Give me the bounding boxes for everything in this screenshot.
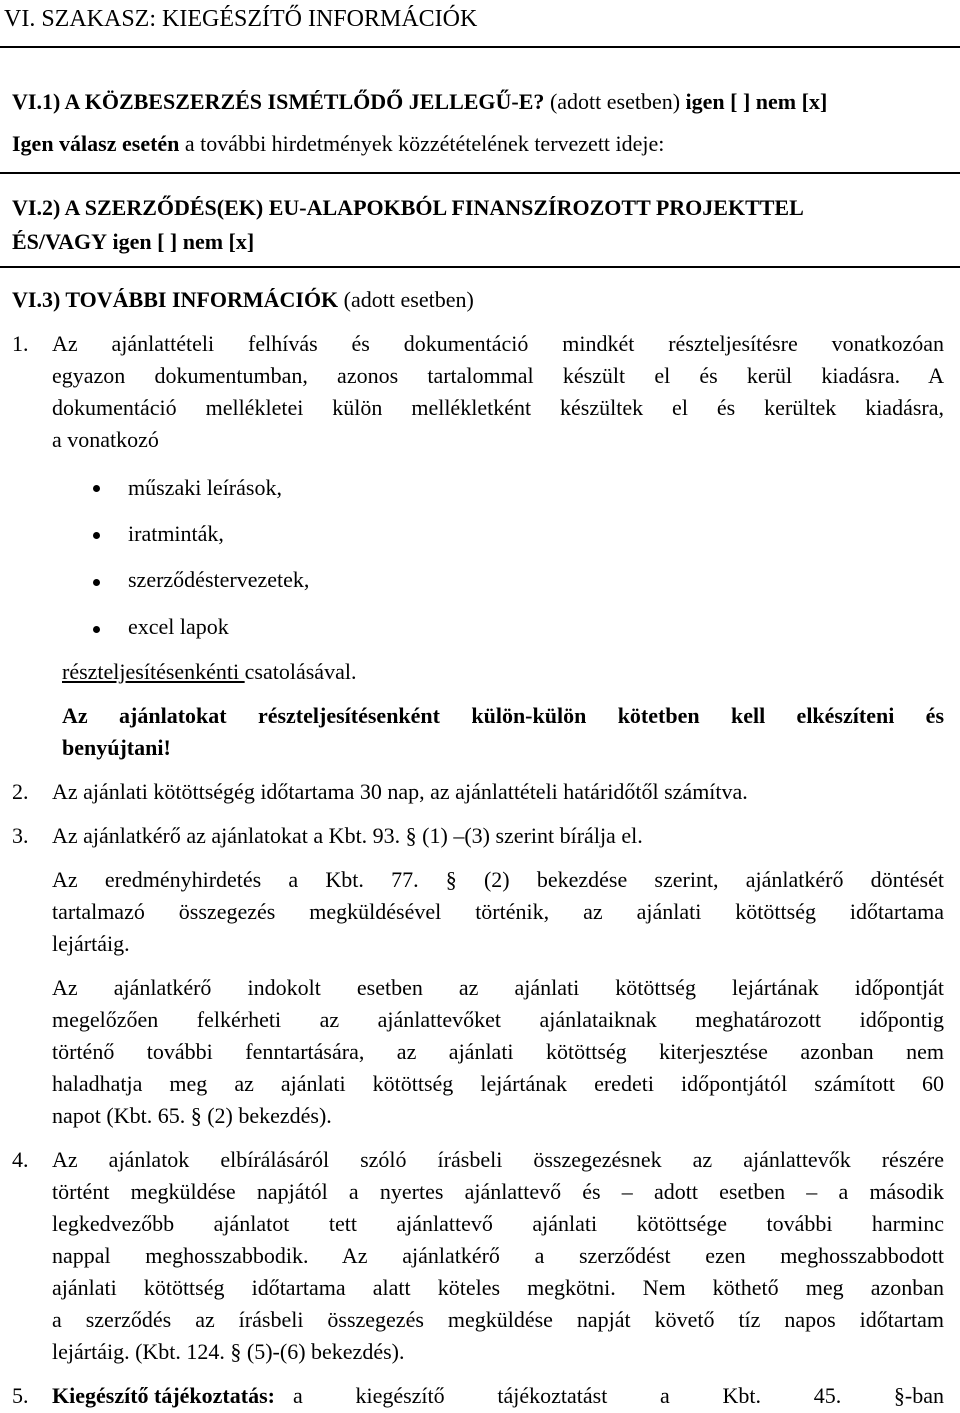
vi2-label-line2 bbox=[12, 228, 254, 256]
item5-line bbox=[52, 1382, 944, 1410]
vi1-followup bbox=[12, 130, 664, 158]
bullet-dot bbox=[93, 532, 100, 539]
item4-line: legkedvezőbb ajánlatot tett ajánlattevő ajánlati kötöttsége további harminc bbox=[52, 1211, 944, 1236]
item4-line: a szerződés az írásbeli összegezés megküldése napját követő tíz napos időtartam bbox=[52, 1307, 944, 1332]
item1-line: egyazon dokumentumban, azonos tartalommal készült el és kerül kiadásra. A bbox=[52, 363, 944, 388]
item3-para3-line: megelőzően felkérheti az ajánlattevőket ajánlataiknak meghatározott időpontig bbox=[52, 1007, 944, 1032]
item5-rest: a kiegészítő tájékoztatást a Kbt. 45. §-ban bbox=[292, 1383, 944, 1408]
item4-line: ajánlati kötöttség időtartama alatt köteles megkötni. Nem köthető meg azonban bbox=[52, 1275, 944, 1300]
bullet-item: műszaki leírások, bbox=[128, 475, 282, 500]
item5-bold: Kiegészítő tájékoztatás: bbox=[52, 1383, 275, 1408]
vi1-answer: igen [ ] nem [x] bbox=[685, 89, 828, 114]
item1-attach-underlined: részteljesítésenkénti bbox=[62, 659, 245, 684]
vi3-paren: (adott esetben) bbox=[343, 287, 474, 312]
item3-line1: Az ajánlatkérő az ajánlatokat a Kbt. 93. § (1) –(3) szerint bírálja el. bbox=[52, 823, 643, 848]
vi2-label-suffix: ÉS/VAGY bbox=[12, 229, 107, 254]
vi2-label-line1: VI.2) A SZERZŐDÉS(EK) EU-ALAPOKBÓL FINANSZÍROZOTT PROJEKTTEL bbox=[12, 195, 804, 220]
item3-para2-line: tartalmazó összegezés megküldésével történik, az ajánlati kötöttség időtartama bbox=[52, 899, 944, 924]
item1-bold-line: benyújtani! bbox=[62, 735, 171, 760]
item3-para3-line: haladhatja meg az ajánlati kötöttség lejártának eredeti időpontjától számított 60 bbox=[52, 1071, 944, 1096]
vi1-rule bbox=[0, 172, 960, 174]
section-rule-top bbox=[0, 46, 960, 48]
item1-number: 1. bbox=[12, 331, 29, 356]
bullet-item: excel lapok bbox=[128, 614, 229, 639]
item3-para2-line: Az eredményhirdetés a Kbt. 77. § (2) bekezdése szerint, ajánlatkérő döntését bbox=[52, 867, 944, 892]
vi1-paren: (adott esetben) bbox=[549, 89, 681, 114]
bullet-dot bbox=[93, 579, 100, 586]
item3-para3-line: napot (Kbt. 65. § (2) bekezdés). bbox=[52, 1103, 332, 1128]
vi1-followup-text: a további hirdetmények közzétételének tervezett ideje: bbox=[184, 131, 665, 156]
bullet-dot bbox=[93, 485, 100, 492]
item2-text: Az ajánlati kötöttségég időtartama 30 nap, az ajánlattételi határidőtől számítva. bbox=[52, 779, 748, 804]
vi1-label: VI.1) A KÖZBESZERZÉS ISMÉTLŐDŐ JELLEGŰ-E? bbox=[12, 89, 545, 114]
vi1-question bbox=[12, 88, 827, 116]
item1-attach-rest: csatolásával. bbox=[244, 659, 357, 684]
item1-attach-line bbox=[62, 658, 356, 686]
bullet-item: szerződéstervezetek, bbox=[128, 567, 310, 592]
item5-number: 5. bbox=[12, 1383, 29, 1408]
item1-bold-line: Az ajánlatokat részteljesítésenként külön-külön kötetben kell elkészíteni és bbox=[62, 703, 944, 728]
item1-line: a vonatkozó bbox=[52, 427, 159, 452]
vi3-heading bbox=[12, 286, 474, 314]
item1-line: Az ajánlattételi felhívás és dokumentáció mindkét részteljesítésre vonatkozóan bbox=[52, 331, 944, 356]
item3-number: 3. bbox=[12, 823, 29, 848]
item1-line: dokumentáció mellékletei külön mellékletként készültek el és kerültek kiadásra, bbox=[52, 395, 944, 420]
item3-para2-line: lejártáig. bbox=[52, 931, 130, 956]
bullet-dot bbox=[93, 626, 100, 633]
item2-number: 2. bbox=[12, 779, 29, 804]
bullet-item: iratminták, bbox=[128, 521, 224, 546]
item4-line: lejártáig. (Kbt. 124. § (5)-(6) bekezdés). bbox=[52, 1339, 405, 1364]
vi2-rule bbox=[0, 266, 960, 268]
item4-line: Az ajánlatok elbírálásáról szóló írásbeli összegezésnek az ajánlattevők részére bbox=[52, 1147, 944, 1172]
vi3-label: VI.3) TOVÁBBI INFORMÁCIÓK bbox=[12, 287, 339, 312]
item3-para3-line: Az ajánlatkérő indokolt esetben az ajánlati kötöttség lejártának időpontját bbox=[52, 975, 944, 1000]
section-title: VI. SZAKASZ: KIEGÉSZÍTŐ INFORMÁCIÓK bbox=[4, 6, 478, 32]
vi1-followup-bold: Igen válasz esetén bbox=[12, 131, 180, 156]
vi2-answer: igen [ ] nem [x] bbox=[112, 229, 255, 254]
item3-para3-line: történő további fenntartására, az ajánlati kötöttség kiterjesztése azonban nem bbox=[52, 1039, 944, 1064]
item4-number: 4. bbox=[12, 1147, 29, 1172]
item4-line: nappal meghosszabbodik. Az ajánlatkérő a szerződést ezen meghosszabbodott bbox=[52, 1243, 944, 1268]
item4-line: történt megküldése napjától a nyertes ajánlattevő és – adott esetben – a második bbox=[52, 1179, 944, 1204]
